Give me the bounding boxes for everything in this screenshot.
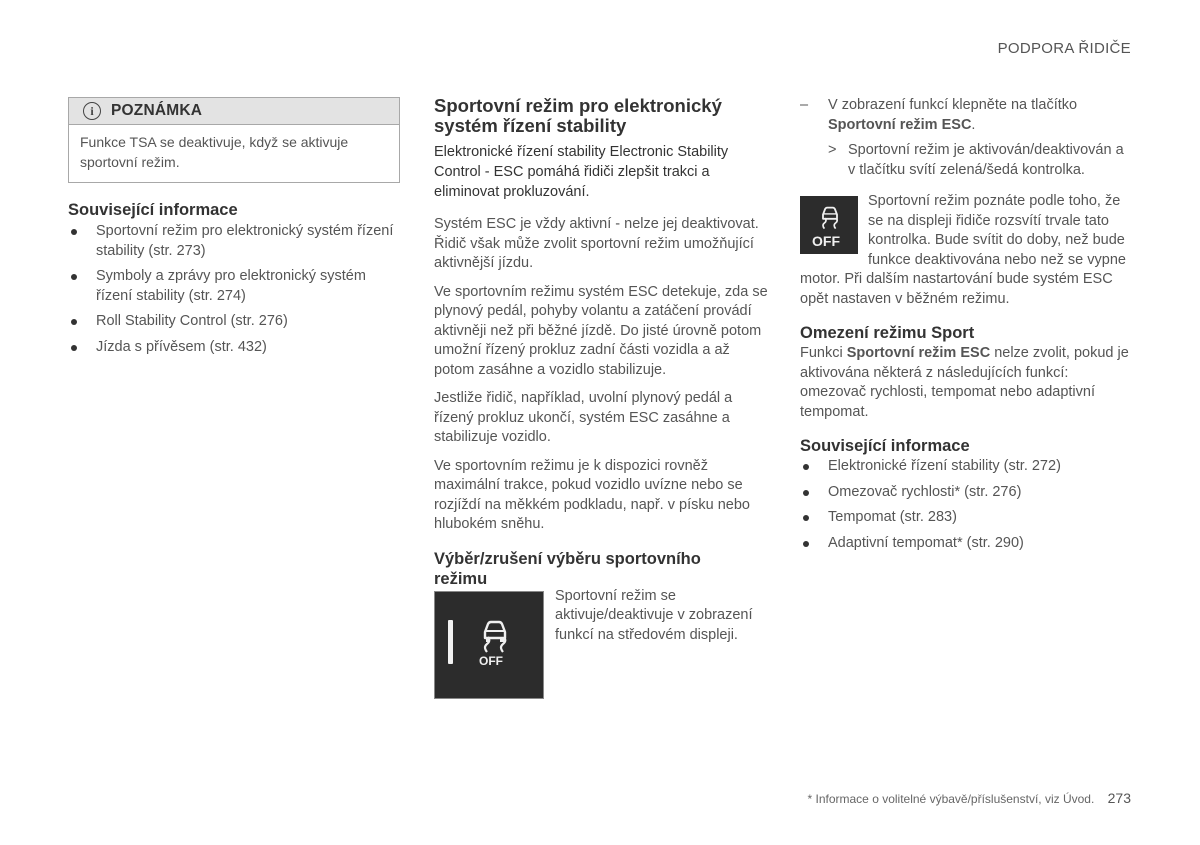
note-text: Funkce TSA se deaktivuje, když se aktivuje sportovní režim. — [80, 134, 349, 170]
limit-function-name: Sportovní režim ESC — [846, 345, 991, 361]
esc-off-indicator-image — [800, 196, 858, 254]
step-dash: – — [800, 97, 809, 113]
body-paragraph: Ve sportovním režimu systém ESC detekuje, zda se plynový pedál, pohyby volantu a zatáčení provádí aktivněji než při běžné jízdě. Do jisté úrovně potom umožní řízený prokluz zadní části vozidla a až potom zasáhne a vozidlo stabilizuje. — [434, 283, 768, 378]
info-icon: i — [83, 102, 101, 120]
result-item — [800, 141, 1134, 180]
limit-heading: Omezení režimu Sport — [800, 324, 975, 342]
right-column — [800, 96, 1134, 559]
related-heading-right: Související informace — [800, 437, 970, 455]
skid-car-icon — [475, 614, 515, 654]
page-number: 273 — [1107, 790, 1131, 806]
related-heading-left: Související informace — [68, 201, 238, 219]
skid-car-icon — [816, 202, 844, 230]
related-link[interactable]: Adaptivní tempomat* (str. 290) — [800, 534, 1134, 554]
off-label: OFF — [479, 653, 503, 668]
indicator-off-label: OFF — [812, 233, 840, 249]
indicator-text: Sportovní režim poznáte podle toho, že se na displeji řidiče rozsvítí trvale tato kontrolka. Bude svítit do doby, než bude funkce deaktivována nebo než se vypne motor. Při dalším nastartování bude systém ESC opět nastaven v běžném režimu. — [800, 193, 1126, 307]
middle-column — [434, 96, 768, 699]
step-period: . — [971, 116, 976, 133]
limit-pre: Funkci — [800, 345, 843, 361]
result-text: Sportovní režim je aktivován/deaktivován a v tlačítku svítí zelená/šedá kontrolka. — [848, 142, 1124, 178]
section-title: PODPORA ŘIDIČE — [997, 40, 1131, 57]
footer — [808, 790, 1132, 806]
note-box — [68, 97, 400, 183]
body-paragraph: Systém ESC je vždy aktivní - nelze jej deaktivovat. Řidič však může zvolit sportovní režim umožňující aktivnější jízdu. — [434, 216, 759, 271]
main-title: Sportovní režim pro elektronický systém řízení stability — [434, 95, 722, 136]
step-instruction: V zobrazení funkcí klepněte na tlačítko — [828, 97, 1078, 113]
related-link[interactable]: Tempomat (str. 283) — [800, 508, 1134, 528]
related-list-left — [68, 222, 400, 357]
image-caption: Sportovní režim se aktivuje/deaktivuje v zobrazení funkcí na středovém displeji. — [555, 587, 753, 643]
esc-button-image — [434, 591, 544, 699]
note-title: POZNÁMKA — [111, 102, 203, 119]
related-list-right — [800, 457, 1134, 553]
left-column — [68, 97, 400, 363]
subheading-select: Výběr/zrušení výběru sportovního režimu — [434, 549, 701, 588]
related-link[interactable]: Jízda s přívěsem (str. 432) — [68, 338, 400, 358]
indicator-bar — [448, 620, 453, 664]
step-text — [828, 96, 1077, 135]
related-link[interactable]: Sportovní režim pro elektronický systém řízení stability (str. 273) — [68, 222, 400, 261]
related-link[interactable]: Roll Stability Control (str. 276) — [68, 312, 400, 332]
sport-mode-button-ref[interactable]: Sportovní režim ESC — [828, 116, 972, 133]
step-item — [800, 96, 1134, 135]
indicator-block — [800, 192, 1134, 309]
body-paragraph: Jestliže řidič, například, uvolní plynový pedál a řízený prokluz ukončí, systém ESC zasáhne a stabilizuje vozidlo. — [434, 390, 733, 445]
note-header — [69, 98, 399, 125]
related-link[interactable]: Symboly a zprávy pro elektronický systém řízení stability (str. 274) — [68, 267, 400, 306]
limit-text — [800, 344, 1134, 422]
footer-note: * Informace o volitelné výbavě/příslušenství, viz Úvod. — [807, 792, 1095, 806]
lead-paragraph: Elektronické řízení stability Electronic Stability Control - ESC pomáhá řidiči zlepšit trakci a eliminovat prokluzování. — [434, 144, 729, 200]
limit-post: nelze zvolit, pokud je aktivována některá z následujících funkcí: omezovač rychlosti, tempomat nebo adaptivní tempomat. — [800, 345, 1129, 420]
body-paragraph: Ve sportovním režimu je k dispozici rovněž maximální trakce, pokud vozidlo uvízne nebo se rozjíždí na měkkém podkladu, např. v písku nebo hlubokém sněhu. — [434, 457, 750, 532]
related-link[interactable]: Omezovač rychlosti* (str. 276) — [800, 483, 1134, 503]
related-link[interactable]: Elektronické řízení stability (str. 272) — [800, 457, 1134, 477]
result-arrow: > — [828, 142, 837, 158]
